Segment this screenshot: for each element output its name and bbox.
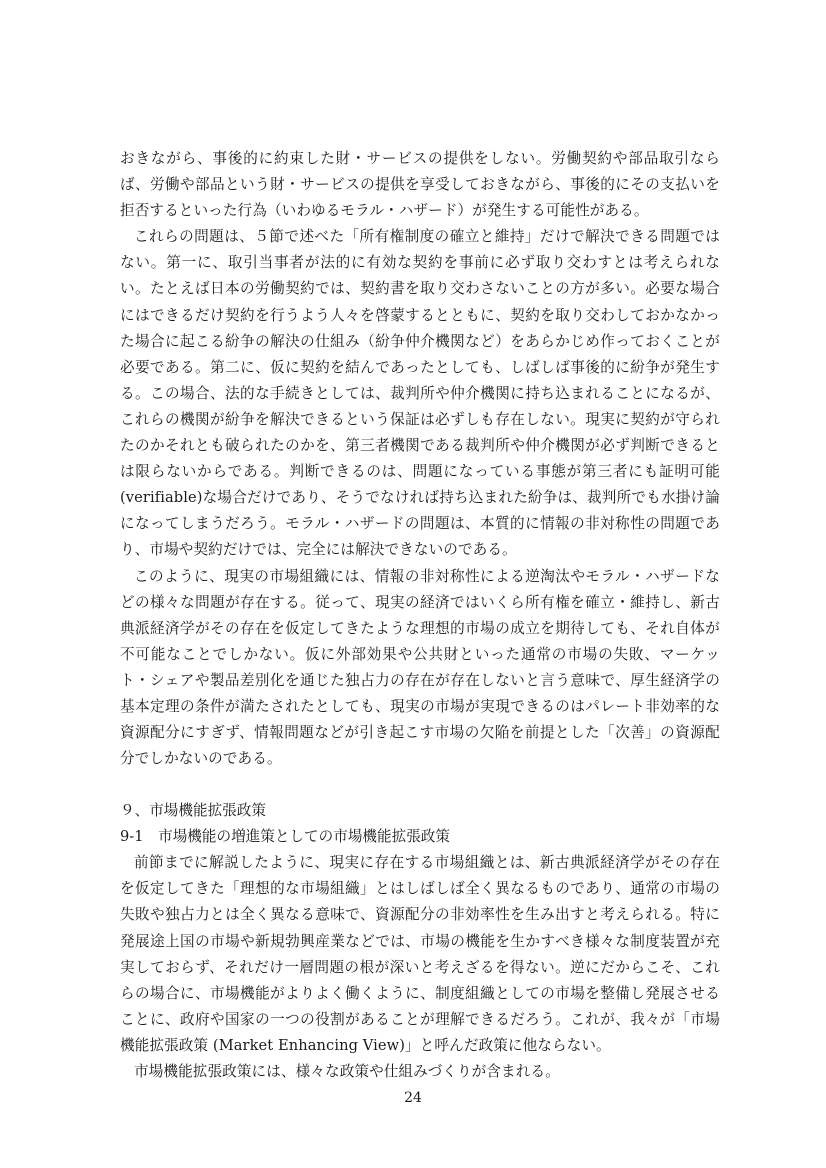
subsection-heading: 9-1 市場機能の増進策としての市場機能拡張政策 <box>120 828 450 846</box>
paragraph-5: 市場機能拡張政策には、様々な政策や仕組みづくりが含まれる。 <box>134 1063 560 1080</box>
paragraph-4: 前節までに解説したように、現実に存在する市場組織とは、新古典派経済学がその存在を仮定してきた「理想的な市場組織」とはしばしば全く異なるものであり、通常の市場の失敗や独占力とは全く異なる意味で、資源配分の非効率性を生み出すと考えられる。特に発展途上国の市場や新規勃興産業などでは、市場の機能を生かすべき様々な制度装置が充実しておらず、それだけ一層問題の根が深いと考えざるを得ない。逆にだからこそ、これらの場合に、市場機能がよりよく働くように、制度組織としての市場を整備し発展させることに、政府や国家の一つの役割があることが理解できるだろう。これが、我々が「市場機能拡張政策 (Market Enhancing View)」と呼んだ政策に他ならない。 <box>120 854 720 1054</box>
section-gap <box>120 772 720 798</box>
paragraph-3: このように、現実の市場組織には、情報の非対称性による逆淘汰やモラル・ハザードなどの様々な問題が存在する。従って、現実の経済ではいくら所有権を確立・維持し、新古典派経済学がその存在を仮定してきたような理想的市場の成立を期待しても、それ自体が不可能なことでしかない。仮に外部効果や公共財といった通常の市場の失敗、マーケット・シェアや製品差別化を通じた独占力の存在が存在しないと言う意味で、厚生経済学の基本定理の条件が満たされたとしても、現実の市場が実現できるのはパレート非効率的な資源配分にすぎず、情報問題などが引き起こす市場の欠陥を前提とした「次善」の資源配分でしかないのである。 <box>120 567 720 768</box>
paragraph-2: これらの問題は、５節で述べた「所有権制度の確立と維持」だけで解決できる問題ではない。第一に、取引当事者が法的に有効な契約を事前に必ず取り交わすとは考えられない。たとえば日本の労働契約では、契約書を取り交わさないことの方が多い。必要な場合にはできるだけ契約を行うよう人々を啓蒙するとともに、契約を取り交わしておかなかった場合に起こる紛争の解決の仕組み（紛争仲介機関など）をあらかじめ作っておくことが必要である。第二に、仮に契約を結んであったとしても、しばしば事後的に紛争が発生する。この場合、法的な手続きとしては、裁判所や仲介機関に持ち込まれることになるが、これらの機関が紛争を解決できるという保証は必ずしも存在しない。現実に契約が守られたのかそれとも破られたのかを、第三者機関である裁判所や仲介機関が必ず判断できるとは限らないからである。判断できるのは、問題になっている事態が第三者にも証明可能(verifiable)な場合だけであり、そうでなければ持ち込まれた紛争は、裁判所でも水掛け論になってしまうだろう。モラル・ハザードの問題は、本質的に情報の非対称性の問題であり、市場や契約だけでは、完全には解決できないのである。 <box>120 228 720 559</box>
section-heading: ９、市場機能拡張政策 <box>120 802 266 820</box>
page-number: 24 <box>404 1090 422 1106</box>
paragraph-1: おきながら、事後的に約束した財・サービスの提供をしない。労働契約や部品取引ならば、労働や部品という財・サービスの提供を享受しておきながら、事後的にその支払いを拒否するといった行為（いわゆるモラル・ハザード）が発生する可能性がある。 <box>120 150 720 220</box>
document-body <box>120 146 720 1085</box>
